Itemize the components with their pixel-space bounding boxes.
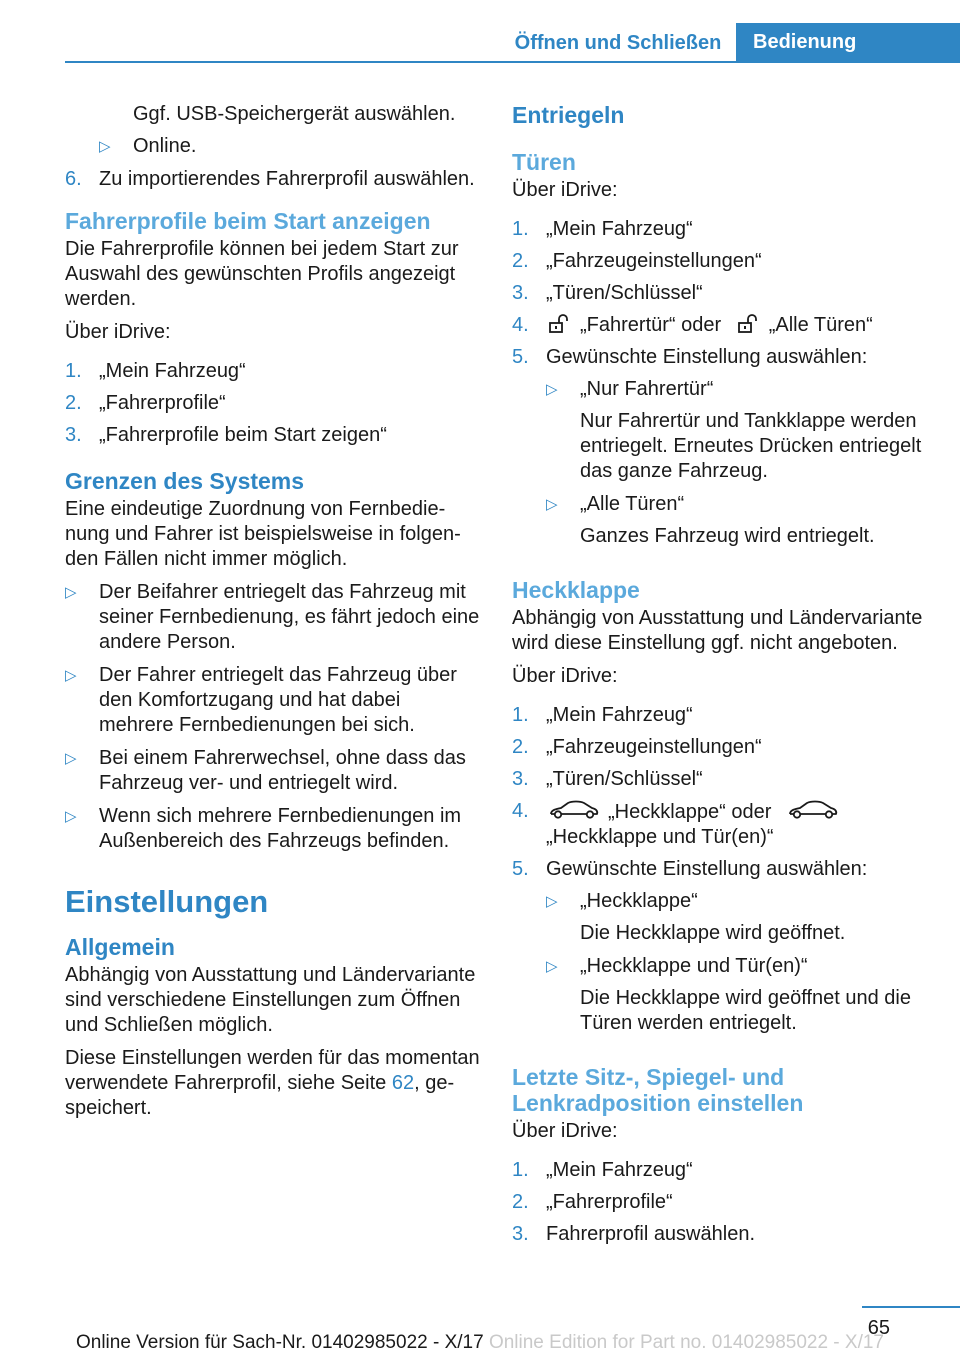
list-item: 2. „Fahrerprofile“ xyxy=(65,392,226,414)
list-item: 1. „Mein Fahrzeug“ xyxy=(512,1159,693,1181)
list-item: 2. „Fahrerprofile“ xyxy=(512,1191,673,1213)
list-item: 2. „Fahrzeugeinstellungen“ xyxy=(512,736,762,758)
page-number: 65 xyxy=(867,1317,890,1339)
heading-allgemein: Allgemein xyxy=(65,934,175,960)
car-silhouette-icon xyxy=(787,799,839,821)
paragraph: Abhängig von Ausstattung und Ländervariante sind verschiedene Einstellungen zum Öffnen und Schließen möglich. xyxy=(65,964,476,1036)
triangle-right-icon: ▷ xyxy=(65,667,77,684)
list-item: 1. „Mein Fahrzeug“ xyxy=(512,704,693,726)
grenzen-bullets xyxy=(65,580,480,854)
via-idrive: Über iDrive: xyxy=(512,665,618,687)
list-item: ▷ „Alle Türen“ Ganzes Fahrzeug wird entriegelt. xyxy=(546,493,875,547)
triangle-right-icon: ▷ xyxy=(546,496,558,513)
via-idrive: Über iDrive: xyxy=(512,179,618,201)
page-header xyxy=(0,0,960,62)
via-idrive: Über iDrive: xyxy=(512,1120,618,1142)
heading-einstellungen: Einstellungen xyxy=(65,884,269,919)
tueren-options xyxy=(546,377,927,549)
page-reference-link[interactable]: 62 xyxy=(391,1072,415,1094)
list-item: ▷ „Nur Fahrertür“ Nur Fahrertür und Tankklappe werden entriegelt. Erneutes Drücken entriegelt das ganze Fahrzeug. xyxy=(546,378,922,482)
header-chapter-tab: Bedienung xyxy=(736,23,960,62)
triangle-right-icon: ▷ xyxy=(65,750,77,767)
header-rule xyxy=(65,61,960,63)
list-item: ▷ „Heckklappe“ Die Heckklappe wird geöffnet. xyxy=(546,890,846,944)
triangle-right-icon: ▷ xyxy=(546,893,558,910)
right-column xyxy=(512,102,927,1254)
import-steps xyxy=(65,167,480,192)
list-item: ▷ Bei einem Fahrerwechsel, ohne dass das Fahrzeug ver- und entriegelt wird. xyxy=(65,747,466,794)
triangle-right-icon: ▷ xyxy=(99,138,111,155)
header-section-title: Öffnen und Schließen xyxy=(514,32,722,54)
heading-grenzen: Grenzen des Systems xyxy=(65,468,305,494)
paragraph: Die Fahrerprofile können bei jedem Start zur Auswahl des gewünschten Profils angezeigt werden. xyxy=(65,238,459,310)
list-item: 1. „Mein Fahrzeug“ xyxy=(512,218,693,240)
list-item: 4. „Heckklappe“ oder „Heckklappe und Tür(en)“ xyxy=(512,799,927,850)
list-item: 3. „Fahrerprofile beim Start zeigen“ xyxy=(65,424,387,446)
list-item: ▷ Der Beifahrer entriegelt das Fahrzeug mit seiner Fernbedienung, es fährt jedoch eine andere Person. xyxy=(65,581,480,653)
unlock-icon xyxy=(737,314,761,334)
fahrerprofile-steps xyxy=(65,359,480,448)
heading-tueren: Türen xyxy=(512,149,576,175)
triangle-right-icon: ▷ xyxy=(65,584,77,601)
footer-online-version: Online Version für Sach-Nr. 01402985022 - X/17 Online Edition for Part no. 01402985022 - X/17 xyxy=(75,1332,885,1353)
list-item: ▷ Wenn sich mehrere Fernbedienungen im Außenbereich des Fahrzeugs befinden. xyxy=(65,805,462,852)
list-item: ▷ Online. xyxy=(99,135,197,157)
paragraph: Abhängig von Ausstattung und Ländervariante wird diese Einstellung ggf. nicht angeboten. xyxy=(512,607,923,654)
triangle-right-icon: ▷ xyxy=(546,381,558,398)
footer-rule xyxy=(862,1306,960,1308)
continued-step-text: Ggf. USB-Speichergerät auswählen. xyxy=(133,103,456,125)
heckklappe-options xyxy=(546,889,927,1036)
list-item: 3. „Türen/Schlüssel“ xyxy=(512,282,703,304)
unlock-icon xyxy=(548,314,572,334)
list-item: 6. Zu importierendes Fahrerprofil auswählen. xyxy=(65,168,475,190)
letzte-steps xyxy=(512,1158,927,1247)
heading-letzte-position: Letzte Sitz-, Spiegel- und Lenkradposition einstellen xyxy=(512,1064,804,1116)
via-idrive: Über iDrive: xyxy=(65,321,171,343)
list-item: 1. „Mein Fahrzeug“ xyxy=(65,360,246,382)
list-item: 2. „Fahrzeugeinstellungen“ xyxy=(512,250,762,272)
list-item: 3. Fahrerprofil auswählen. xyxy=(512,1223,755,1245)
heading-entriegeln: Entriegeln xyxy=(512,102,625,128)
list-item: 3. „Türen/Schlüssel“ xyxy=(512,768,703,790)
heading-fahrerprofile-start: Fahrerprofile beim Start anzeigen xyxy=(65,208,431,234)
tueren-steps xyxy=(512,217,927,557)
heckklappe-steps xyxy=(512,703,927,1044)
triangle-right-icon: ▷ xyxy=(546,958,558,975)
paragraph-saved: Diese Einstellungen werden für das momentan verwendete Fahrerprofil, siehe Seite 62, ge-speichert. xyxy=(65,1047,480,1119)
list-item: 4. „Fahrertür“ oder „Alle Türen“ xyxy=(512,314,873,336)
left-column xyxy=(65,102,480,1129)
list-item: 5. Gewünschte Einstellung auswählen: ▷ „Nur Fahrertür“ Nur Fahrertür und Tankklappe werden entriegelt. Erneutes Drücken entriegelt das ganze Fahrzeug. ▷ „Alle Türen“ Ganzes Fahrzeug wird entriegelt. xyxy=(512,345,927,557)
list-item: 5. Gewünschte Einstellung auswählen: ▷ „Heckklappe“ Die Heckklappe wird geöffnet. ▷ „Heckklappe und Tür(en)“ Die Heckklappe wird geöffnet und die Türen werden entriegelt. xyxy=(512,857,927,1044)
triangle-right-icon: ▷ xyxy=(65,808,77,825)
heading-heckklappe: Heckklappe xyxy=(512,577,640,603)
list-item: ▷ „Heckklappe und Tür(en)“ Die Heckklappe wird geöffnet und die Türen werden entriegelt. xyxy=(546,955,911,1034)
list-item: ▷ Der Fahrer entriegelt das Fahrzeug über den Komfortzugang und hat dabei mehrere Fernbedienungen bei sich. xyxy=(65,664,457,736)
paragraph: Eine eindeutige Zuordnung von Fernbedie-nung und Fahrer ist beispielsweise in folgen-den Fällen nicht immer möglich. xyxy=(65,498,461,570)
car-silhouette-icon xyxy=(548,799,600,821)
watermark: Online Edition for Part no. 01402985022 - X/17 xyxy=(488,1332,885,1353)
continued-bullet-list xyxy=(99,134,480,159)
